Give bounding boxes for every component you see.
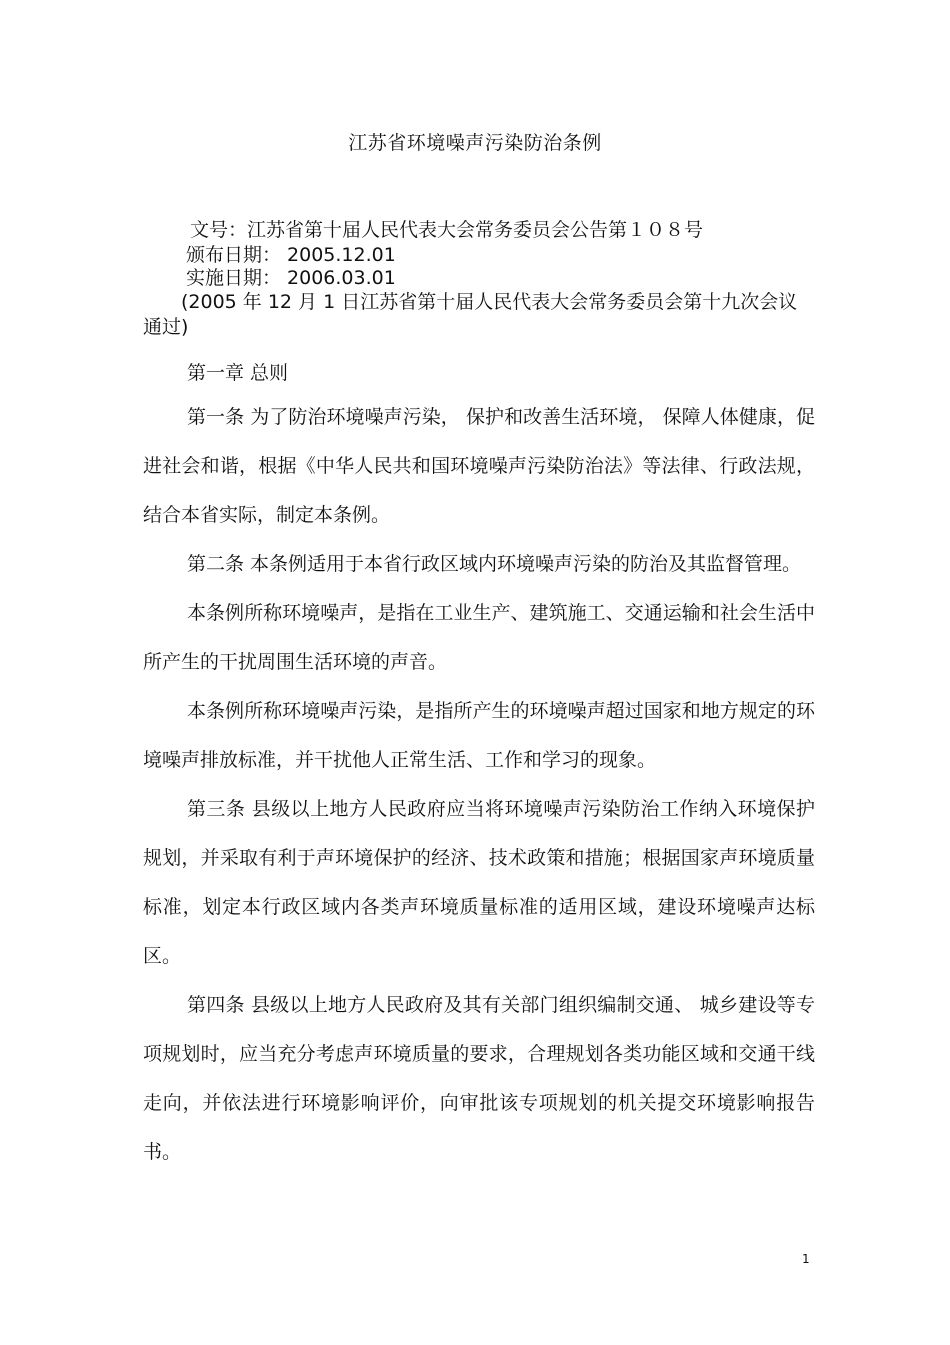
document-body <box>143 393 815 1177</box>
article-paragraph: 本条例所称环境噪声，是指在工业生产、建筑施工、交通运输和社会生活中所产生的干扰周围生活环境的声音。 <box>143 602 815 673</box>
article-paragraph: 第二条 本条例适用于本省行政区域内环境噪声污染的防治及其监督管理。 <box>187 553 802 575</box>
adoption-note: (2005 年 12 月 1 日江苏省第十届人民代表大会常务委员会第十九次会议通过) <box>143 291 798 338</box>
document-number: 文号：江苏省第十届人民代表大会常务委员会公告第１０８号 <box>190 219 704 241</box>
article-paragraph: 第三条 县级以上地方人民政府应当将环境噪声污染防治工作纳入环境保护规划，并采取有利于声环境保护的经济、技术政策和措施；根据国家声环境质量标准，划定本行政区域内各类声环境质量标准的适用区域，建设环境噪声达标区。 <box>143 798 815 967</box>
article-paragraph: 第一条 为了防治环境噪声污染， 保护和改善生活环境， 保障人体健康，促进社会和谐，根据《中华人民共和国环境噪声污染防治法》等法律、行政法规，结合本省实际，制定本条例。 <box>143 406 815 526</box>
effective-date: 实施日期： 2006.03.01 <box>186 267 396 289</box>
article-paragraph: 本条例所称环境噪声污染，是指所产生的环境噪声超过国家和地方规定的环境噪声排放标准，并干扰他人正常生活、工作和学习的现象。 <box>143 700 815 771</box>
document-title: 江苏省环境噪声污染防治条例 <box>348 132 602 154</box>
promulgation-date: 颁布日期： 2005.12.01 <box>186 244 396 266</box>
page-number: 1 <box>802 1252 810 1266</box>
article-paragraph: 第四条 县级以上地方人民政府及其有关部门组织编制交通、 城乡建设等专项规划时，应当充分考虑声环境质量的要求，合理规划各类功能区域和交通干线走向，并依法进行环境影响评价，向审批该专项规划的机关提交环境影响报告书。 <box>143 994 815 1163</box>
chapter-heading: 第一章 总则 <box>187 362 289 384</box>
